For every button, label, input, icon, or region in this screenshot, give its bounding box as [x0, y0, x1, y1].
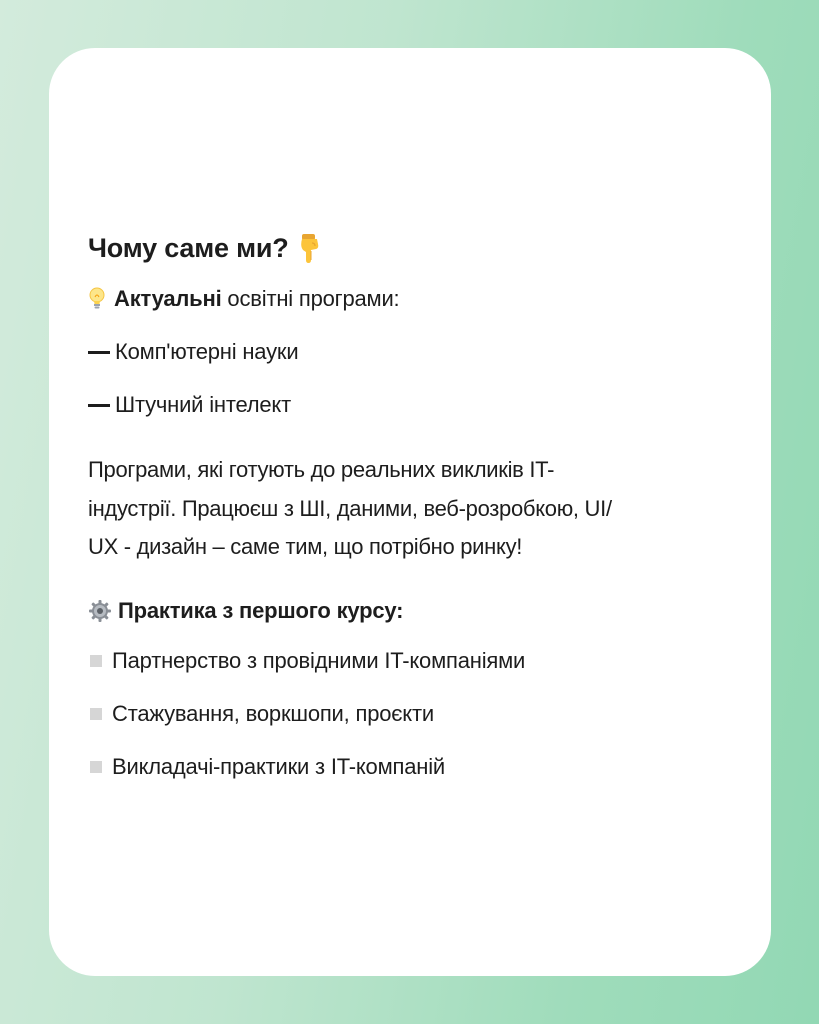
practice-item-label: Стажування, воркшопи, проєкти [112, 700, 434, 726]
paragraph-line: UX - дизайн – саме тим, що потрібно ринку! [88, 534, 523, 559]
pointing-down-hand-icon [299, 232, 321, 264]
dash-bullet [88, 404, 110, 407]
list-item [88, 752, 748, 782]
program-item-label: Комп'ютерні науки [115, 339, 299, 364]
list-item [88, 390, 748, 420]
program-item-label: Штучний інтелект [115, 392, 291, 417]
programs-intro [88, 284, 748, 314]
square-bullet [90, 708, 102, 720]
content-block [88, 226, 748, 782]
paragraph-line: Програми, які готують до реальних викликів IT- [88, 457, 555, 482]
square-bullet [90, 655, 102, 667]
practice-item-label: Викладачі-практики з IT-компаній [112, 753, 445, 779]
paragraph-line: індустрії. Працюєш з ШІ, даними, веб-розробкою, UI/ [88, 495, 612, 521]
square-bullet [90, 761, 102, 773]
list-item [88, 646, 748, 676]
practice-heading-text: Практика з першого курсу: [118, 597, 404, 623]
list-item [88, 699, 748, 729]
practice-heading [88, 596, 748, 626]
gear-icon [88, 599, 112, 623]
light-bulb-icon [88, 287, 106, 311]
description-paragraph [88, 451, 748, 567]
dash-bullet [88, 351, 110, 354]
page-title [88, 226, 748, 270]
programs-intro-bold: Актуальні [114, 286, 222, 311]
list-item [88, 337, 748, 367]
programs-intro-text: освітні програми: [221, 286, 400, 311]
page-title-text: Чому саме ми? [88, 232, 289, 263]
practice-item-label: Партнерство з провідними IT-компаніями [112, 647, 526, 673]
